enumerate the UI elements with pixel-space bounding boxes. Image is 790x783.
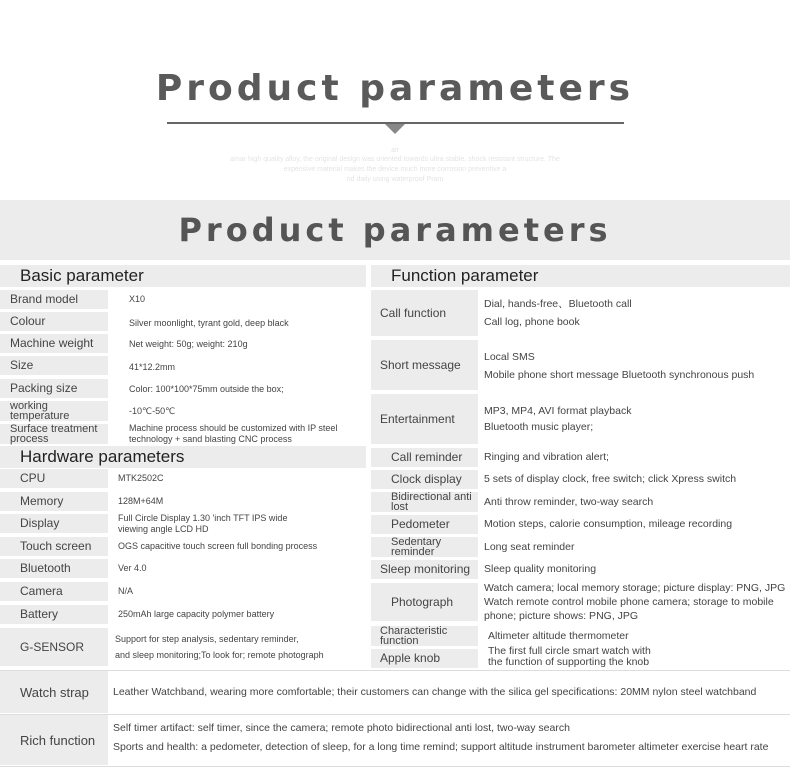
spec-label: Display [0,514,108,533]
spec-label: Size [0,356,108,375]
spec-label: Bluetooth [0,559,108,578]
function-label: Bidirectional anti lost [371,492,478,512]
spec-value: Net weight: 50g; weight: 210g [129,339,248,349]
basic-parameter-heading: Basic parameter [0,265,366,287]
function-label: Characteristic function [371,626,478,646]
divider [0,670,790,671]
spec-value: Color: 100*100*75mm outside the box; [129,384,284,394]
top-banner [0,0,790,200]
faded-text: amar high quality alloy, the original design was oriented towards ultra stable, shock resistant structure. The [230,156,560,163]
function-value: phone; picture shows: PNG, JPG [484,610,639,622]
spec-label: Camera [0,582,108,601]
spec-value: and sleep monitoring;To look for; remote photograph [115,649,324,660]
function-label: Sedentary reminder [371,537,478,557]
hardware-parameters-heading: Hardware parameters [0,446,366,468]
top-title: Product parameters [155,68,635,109]
function-label: Sleep monitoring [371,560,478,579]
divider [0,714,790,715]
function-parameter-heading: Function parameter [371,265,790,287]
function-value: Altimeter altitude thermometer [488,630,629,642]
function-label: Apple knob [371,649,478,668]
spec-label: Colour [0,312,108,331]
function-label: Call reminder [371,448,478,467]
spec-value: Full Circle Display 1.30 'inch TFT IPS wide viewing angle LCD HD [118,513,288,534]
function-value: MP3, MP4, AVI format playback [484,405,632,417]
spec-value: -10℃-50℃ [129,405,176,416]
spec-label: Packing size [0,379,108,398]
down-arrow-icon [385,124,405,134]
page-title: Product parameters [178,211,612,249]
function-value: Dial, hands-free、Bluetooth call [484,298,632,310]
function-label: Entertainment [371,394,478,444]
rich-function-value: Self timer artifact: self timer, since the camera; remote photo bidirectional anti lost, two-way search [113,722,570,734]
faded-text: expensive material makes the device much more corrosion preventive a [283,166,507,173]
spec-value: Silver moonlight, tyrant gold, deep black [129,318,289,328]
watch-strap-value: Leather Watchband, wearing more comfortable; their customers can change with the silica gel specifications: 20MM nylon steel watchband [113,686,757,698]
spec-label: Touch screen [0,537,108,556]
function-value: Long seat reminder [484,541,575,553]
spec-value: 250mAh large capacity polymer battery [118,609,275,619]
spec-label: Machine weight [0,334,108,353]
spec-label: working temperature [0,401,108,421]
spec-value: Support for step analysis, sedentary reminder, [115,633,299,644]
function-label: Clock display [371,470,478,489]
spec-value: 41*12.2mm [129,362,176,372]
faded-text: air [391,147,399,154]
spec-label: Battery [0,605,108,624]
faded-text: nd daily using waterproof Pram [346,176,444,183]
spec-label: Surface treatment process [0,424,108,444]
function-value: Ringing and vibration alert; [484,451,609,463]
function-value: Local SMS [484,351,535,363]
function-label: Photograph [371,583,478,621]
function-value: Mobile phone short message Bluetooth synchronous push [484,369,755,381]
function-value: 5 sets of display clock, free switch; click Xpress switch [484,473,737,485]
rich-function-label: Rich function [0,715,108,765]
spec-value: Ver 4.0 [118,563,147,573]
function-label: Short message [371,340,478,390]
spec-value: X10 [129,294,146,304]
function-value: Anti throw reminder, two-way search [484,496,654,508]
spec-label: G-SENSOR [0,628,108,666]
function-value: Call log, phone book [484,316,580,328]
spec-value: MTK2502C [118,473,164,483]
spec-value: N/A [118,586,134,596]
spec-value: 128M+64M [118,496,164,506]
rich-function-value: Sports and health: a pedometer, detection of sleep, for a long time remind; support altitude instrument barometer altimeter exercise heart rate [113,741,769,753]
function-label: Call function [371,290,478,336]
spec-value: OGS capacitive touch screen full bonding process [118,541,318,551]
spec-label: Brand model [0,290,108,309]
function-value: Bluetooth music player; [484,421,594,433]
function-label: Pedometer [371,515,478,534]
divider [0,766,790,767]
watch-strap-label: Watch strap [0,671,108,713]
function-value: The first full circle smart watch with [488,645,651,657]
spec-label: Memory [0,492,108,511]
function-value: Motion steps, calorie consumption, mileage recording [484,518,733,530]
spec-label: CPU [0,469,108,488]
function-value: the function of supporting the knob [488,656,650,668]
function-value: Watch remote control mobile phone camera; storage to mobile [484,596,774,608]
function-value: Watch camera; local memory storage; picture display: PNG, JPG [484,582,786,594]
spec-value: Machine process should be customized with IP steel technology + sand blasting CNC process [129,423,338,444]
function-value: Sleep quality monitoring [484,563,597,575]
